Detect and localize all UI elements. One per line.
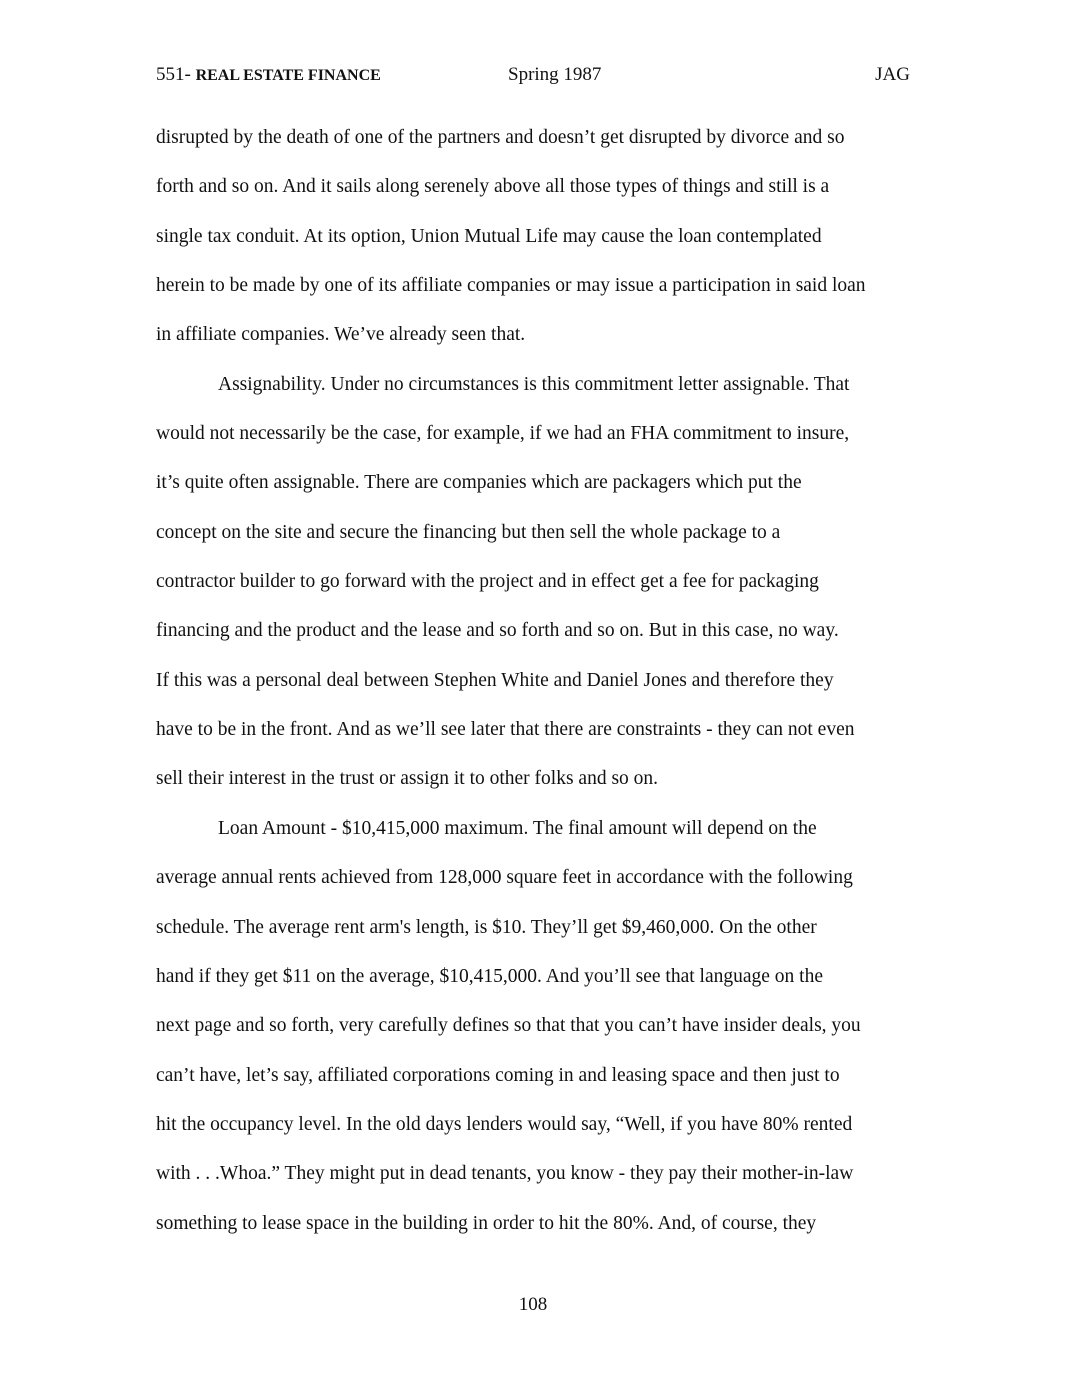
- text-line: next page and so forth, very carefully defines so that that you can’t have insider deals, you: [156, 1015, 861, 1037]
- page-header: [156, 64, 910, 88]
- text-line: average annual rents achieved from 128,000 square feet in accordance with the following: [156, 867, 853, 889]
- text-line: schedule. The average rent arm's length, is $10. They’ll get $9,460,000. On the other: [156, 916, 817, 938]
- term-label: Spring 1987: [508, 64, 602, 85]
- course-heading: [156, 64, 381, 86]
- text-line: something to lease space in the building in order to hit the 80%. And, of course, they: [156, 1212, 817, 1234]
- text-line: hit the occupancy level. In the old days lenders would say, “Well, if you have 80% rented: [156, 1113, 853, 1135]
- text-line: it’s quite often assignable. There are companies which are packagers which put the: [156, 472, 802, 494]
- text-line: would not necessarily be the case, for example, if we had an FHA commitment to insure,: [156, 423, 850, 445]
- course-title: REAL ESTATE FINANCE: [195, 67, 381, 84]
- text-line: sell their interest in the trust or assign it to other folks and so on.: [156, 768, 659, 790]
- text-line: disrupted by the death of one of the partners and doesn’t get disrupted by divorce and so: [156, 127, 845, 148]
- page-number: 108: [518, 1294, 548, 1315]
- course-number: 551-: [156, 64, 196, 85]
- transcript-body: [156, 113, 916, 1248]
- text-line: hand if they get $11 on the average, $10,415,000. And you’ll see that language on the: [156, 965, 823, 987]
- paragraph-start-line: Assignability. Under no circumstances is this commitment letter assignable. That: [218, 373, 850, 395]
- text-line: can’t have, let’s say, affiliated corporations coming in and leasing space and then just to: [156, 1064, 840, 1086]
- text-line: single tax conduit. At its option, Union Mutual Life may cause the loan contemplated: [156, 225, 822, 247]
- text-line: contractor builder to go forward with the project and in effect get a fee for packaging: [156, 571, 819, 593]
- text-line: with . . .Whoa.” They might put in dead tenants, you know - they pay their mother-in-law: [156, 1163, 854, 1185]
- text-line: concept on the site and secure the financing but then sell the whole package to a: [156, 521, 781, 543]
- text-line: If this was a personal deal between Stephen White and Daniel Jones and therefore they: [156, 669, 834, 691]
- text-line: forth and so on. And it sails along serenely above all those types of things and still is a: [156, 176, 830, 198]
- paragraph-start-line: Loan Amount - $10,415,000 maximum. The final amount will depend on the: [218, 817, 817, 839]
- text-line: financing and the product and the lease and so forth and so on. But in this case, no way.: [156, 620, 839, 642]
- text-line: herein to be made by one of its affiliate companies or may issue a participation in said loan: [156, 275, 866, 297]
- text-line: in affiliate companies. We’ve already seen that.: [156, 324, 526, 346]
- author-initials: JAG: [875, 64, 910, 85]
- text-line: have to be in the front. And as we’ll see later that there are constraints - they can not even: [156, 719, 855, 741]
